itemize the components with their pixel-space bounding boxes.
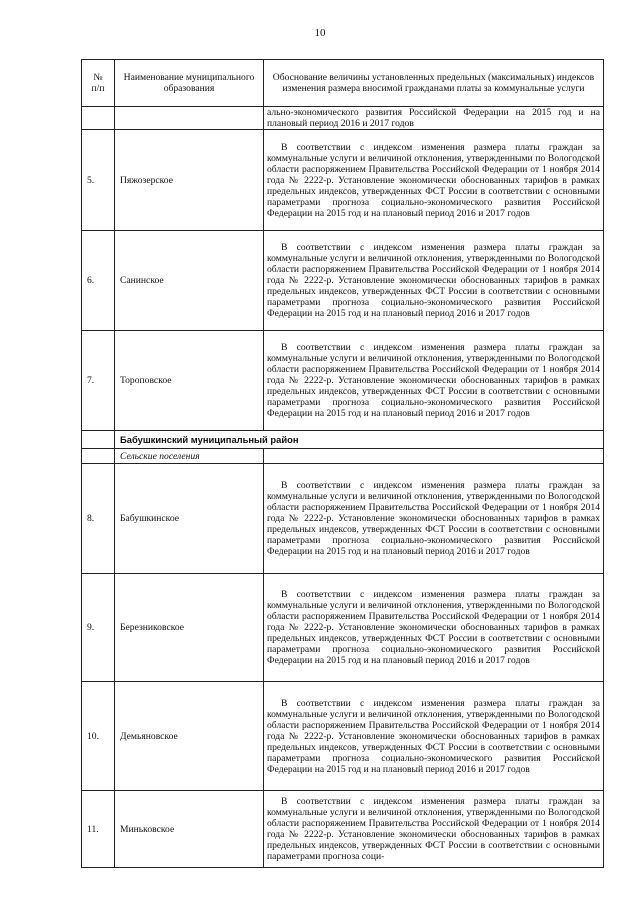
- region-name: Бабушкинский муниципальный район: [115, 431, 604, 449]
- justification-text: В соответствии с индексом изменения размера платы граждан за коммунальные услуги и величиной отклонения, утвержденными по Вологодской области распоряжением Правительства Российской Федерации от 1 ноября 2014 года № 2222-р. Установление экономически обоснованных тарифов в рамках предельных индексов, утвержденных ФСТ России в соответствии с основными параметрами прогноза социально-экономического развития Российской Федерации на 2015 год и на плановый период 2016 и 2017 годов: [267, 342, 600, 419]
- table-row: [82, 574, 604, 682]
- justification-cell: [264, 574, 604, 682]
- justification-text: В соответствии с индексом изменения размера платы граждан за коммунальные услуги и величиной отклонения, утвержденными по Вологодской области распоряжением Правительства Российской Федерации от 1 ноября 2014 года № 2222-р. Установление экономически обоснованных тарифов в рамках предельных индексов, утвержденных ФСТ России в соответствии с основными параметрами прогноза социально-экономического развития Российской Федерации на 2015 год и на плановый период 2016 и 2017 годов: [267, 242, 600, 319]
- region-row: [82, 431, 604, 449]
- justification-text: В соответствии с индексом изменения размера платы граждан за коммунальные услуги и величиной отклонения, утвержденными по Вологодской области распоряжением Правительства Российской Федерации от 1 ноября 2014 года № 2222-р. Установление экономически обоснованных тарифов в рамках предельных индексов, утвержденных ФСТ России в соответствии с основными параметрами прогноза соци-: [267, 796, 600, 862]
- carryover-row: [82, 107, 604, 130]
- row-number: 9.: [82, 574, 115, 682]
- table-row: [82, 331, 604, 431]
- settlement-empty: [264, 449, 604, 464]
- justification-cell: [264, 791, 604, 868]
- justification-text: В соответствии с индексом изменения размера платы граждан за коммунальные услуги и величиной отклонения, утвержденными по Вологодской области распоряжением Правительства Российской Федерации от 1 ноября 2014 года № 2222-р. Установление экономически обоснованных тарифов в рамках предельных индексов, утвержденных ФСТ России в соответствии с основными параметрами прогноза социально-экономического развития Российской Федерации на 2015 год и на плановый период 2016 и 2017 годов: [267, 480, 600, 557]
- justification-cell: [264, 130, 604, 231]
- table-row: [82, 130, 604, 231]
- justification-cell: [264, 331, 604, 431]
- municipality-name: Санинское: [115, 231, 264, 331]
- municipality-name: Миньковское: [115, 791, 264, 868]
- municipality-name: Березниковское: [115, 574, 264, 682]
- region-num: [82, 431, 115, 449]
- justification-cell: [264, 231, 604, 331]
- row-number: 10.: [82, 682, 115, 791]
- table-header-row: [82, 60, 604, 107]
- tariff-table: [81, 59, 604, 868]
- row-number: 7.: [82, 331, 115, 431]
- row-number: 5.: [82, 130, 115, 231]
- carryover-text: ально-экономического развития Российской Федерации на 2015 год и на плановый период 2016 и 2017 годов: [264, 107, 604, 130]
- row-number: 6.: [82, 231, 115, 331]
- municipality-name: Тороповское: [115, 331, 264, 431]
- settlement-type: Сельские поселения: [115, 449, 264, 464]
- settlement-num: [82, 449, 115, 464]
- table-row: [82, 231, 604, 331]
- justification-cell: [264, 464, 604, 574]
- justification-text: В соответствии с индексом изменения размера платы граждан за коммунальные услуги и величиной отклонения, утвержденными по Вологодской области распоряжением Правительства Российской Федерации от 1 ноября 2014 года № 2222-р. Установление экономически обоснованных тарифов в рамках предельных индексов, утвержденных ФСТ России в соответствии с основными параметрами прогноза социально-экономического развития Российской Федерации на 2015 год и на плановый период 2016 и 2017 годов: [267, 141, 600, 219]
- header-reason: Обоснование величины установленных предельных (максимальных) индексов изменения размера вносимой гражданами платы за коммунальные услуги: [264, 60, 604, 107]
- settlement-type-row: [82, 449, 604, 464]
- justification-cell: [264, 682, 604, 791]
- table-row: [82, 682, 604, 791]
- municipality-name: Бабушкинское: [115, 464, 264, 574]
- municipality-name: Пяжозерское: [115, 130, 264, 231]
- header-name: Наименование муниципального образования: [115, 60, 264, 107]
- table-row: [82, 464, 604, 574]
- page-number: 10: [314, 27, 326, 39]
- row-number: 8.: [82, 464, 115, 574]
- justification-text: В соответствии с индексом изменения размера платы граждан за коммунальные услуги и величиной отклонения, утвержденными по Вологодской области распоряжением Правительства Российской Федерации от 1 ноября 2014 года № 2222-р. Установление экономически обоснованных тарифов в рамках предельных индексов, утвержденных ФСТ России в соответствии с основными параметрами прогноза социально-экономического развития Российской Федерации на 2015 год и на плановый период 2016 и 2017 годов: [267, 589, 600, 666]
- carryover-name: [115, 107, 264, 130]
- table-row: [82, 791, 604, 868]
- carryover-num: [82, 107, 115, 130]
- header-num: № п/п: [82, 60, 115, 107]
- municipality-name: Демьяновское: [115, 682, 264, 791]
- justification-text: В соответствии с индексом изменения размера платы граждан за коммунальные услуги и величиной отклонения, утвержденными по Вологодской области распоряжением Правительства Российской Федерации от 1 ноября 2014 года № 2222-р. Установление экономически обоснованных тарифов в рамках предельных индексов, утвержденных ФСТ России в соответствии с основными параметрами прогноза социально-экономического развития Российской Федерации на 2015 год и на плановый период 2016 и 2017 годов: [267, 697, 600, 775]
- row-number: 11.: [82, 791, 115, 868]
